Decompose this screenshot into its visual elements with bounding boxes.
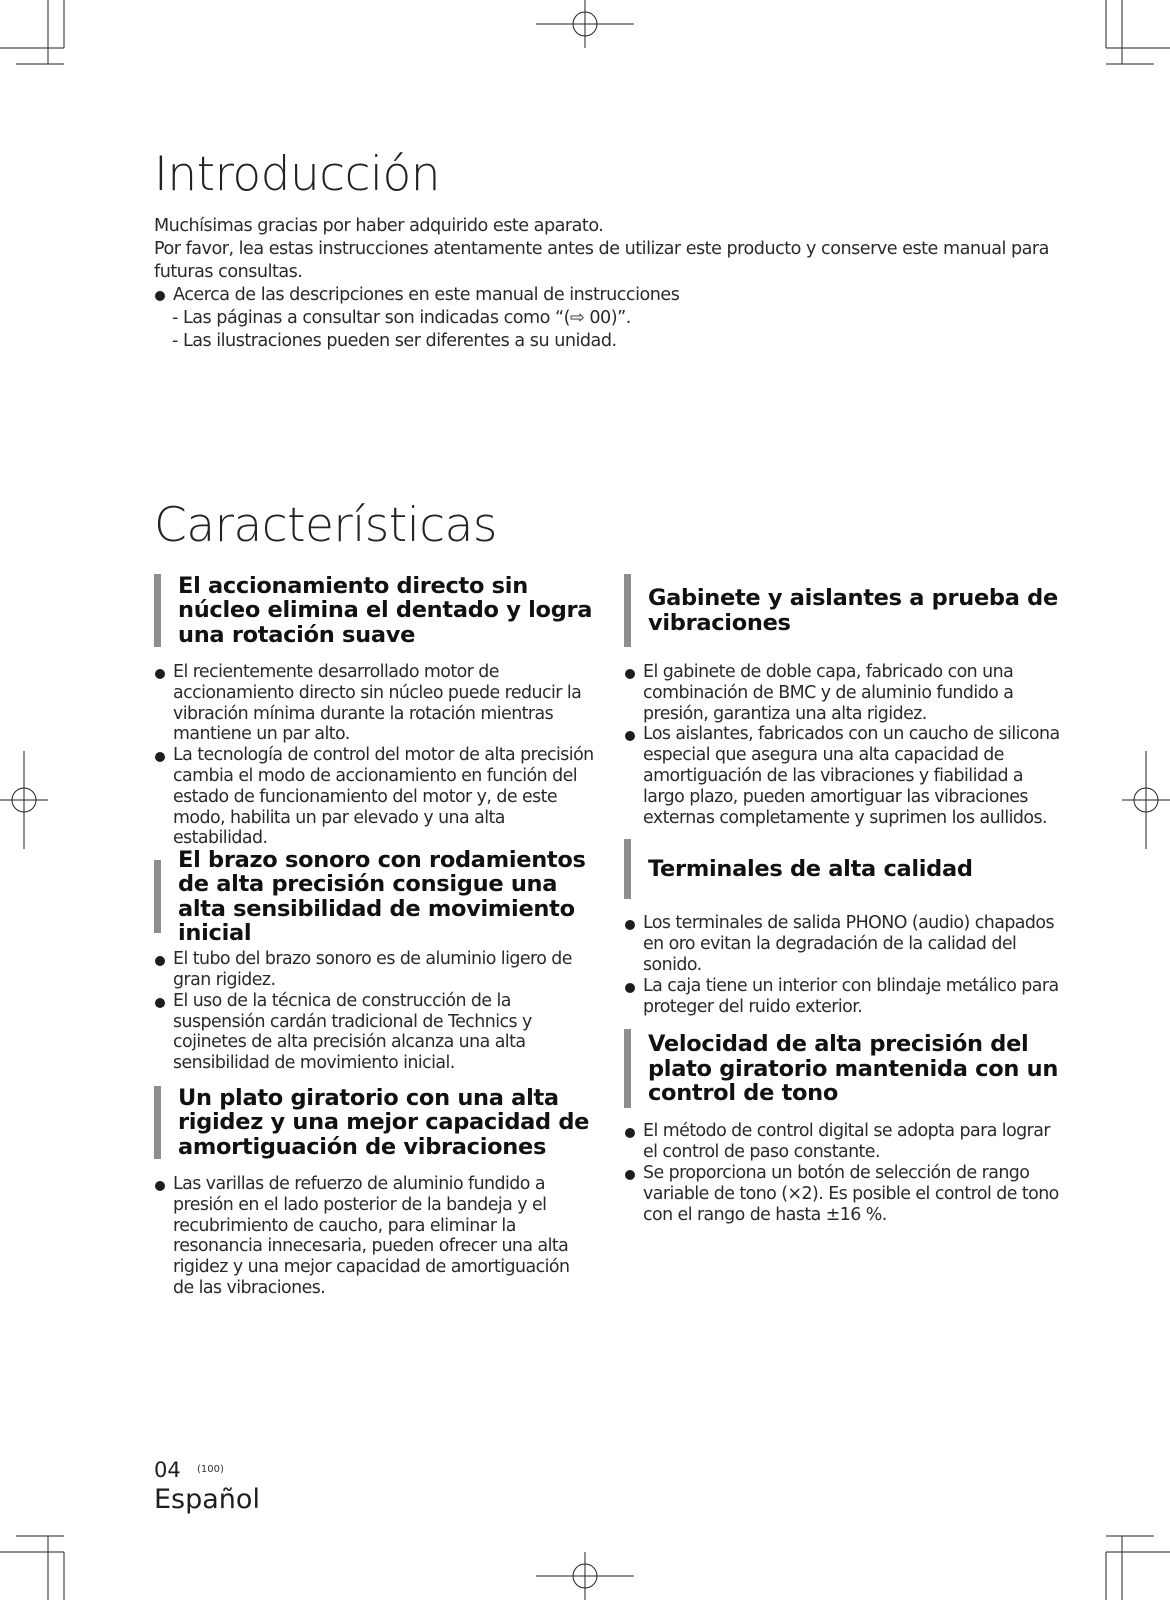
- feature-item-text: La tecnología de control del motor de alta precisión cambia el modo de accionamiento en función del estado de funcionamiento del motor y, de este modo, habilita un par elevado y una alta estabilidad.: [173, 745, 594, 849]
- feature-heading-text: Velocidad de alta precisión del plato giratorio mantenida con un control de tono: [648, 1031, 1059, 1107]
- feature-section: [154, 846, 594, 1074]
- feature-section: [154, 1086, 594, 1299]
- feature-item-text: Los terminales de salida PHONO (audio) chapados en oro evitan la degradación de la calidad del sonido.: [643, 913, 1055, 975]
- feature-item-text: El método de control digital se adopta para lograr el control de paso constante.: [643, 1121, 1050, 1163]
- heading-bar: [154, 574, 161, 647]
- heading-bar: [624, 839, 631, 899]
- bullet-icon: [155, 956, 165, 966]
- features-title: Características: [154, 498, 497, 553]
- feature-item-text: Las varillas de refuerzo de aluminio fundido a presión en el lado posterior de la bandeja y el recubrimiento de caucho, para eliminar la resonancia innecesaria, pueden ofrecer una alta rigidez y una mejor capacidad de amortiguación de las vibraciones.: [173, 1173, 570, 1298]
- bullet-icon: [625, 1170, 635, 1180]
- feature-item-text: El uso de la técnica de construcción de la suspensión cardán tradicional de Technics y cojinetes de alta precisión alcanza una alta sensibilidad de movimiento inicial.: [173, 990, 532, 1074]
- heading-bar: [154, 1086, 161, 1159]
- features-column-right: [624, 574, 1064, 1225]
- feature-heading: [624, 574, 1064, 647]
- feature-item-text: La caja tiene un interior con blindaje metálico para proteger del ruido exterior.: [643, 975, 1059, 1017]
- feature-item: [624, 724, 1064, 828]
- intro-line: Por favor, lea estas instrucciones atentamente antes de utilizar este producto y conserve este manual para futuras consultas.: [154, 239, 1049, 282]
- feature-item-text: El gabinete de doble capa, fabricado con una combinación de BMC y de aluminio fundido a presión, garantiza una alta rigidez.: [643, 662, 1014, 724]
- feature-heading: [154, 846, 594, 947]
- feature-list: [154, 949, 594, 1074]
- feature-heading: [154, 574, 594, 647]
- feature-heading-text: Gabinete y aislantes a prueba de vibraciones: [648, 585, 1058, 636]
- feature-item: [154, 1174, 594, 1299]
- feature-section: [154, 574, 594, 849]
- registration-mark-bottom: [536, 1552, 634, 1600]
- intro-title: Introducción: [154, 147, 441, 202]
- feature-section: [624, 839, 1064, 1017]
- feature-item-text: El recientemente desarrollado motor de accionamiento directo sin núcleo puede reducir la vibración mínima durante la rotación mientras mantiene un par alto.: [173, 662, 582, 745]
- intro-sub-item: - Las ilustraciones pueden ser diferentes a su unidad.: [172, 331, 617, 351]
- feature-item: [154, 745, 594, 849]
- feature-heading-text: El brazo sonoro con rodamientos de alta precisión consigue una alta sensibilidad de movimiento inicial: [178, 846, 586, 947]
- registration-mark-top: [536, 0, 634, 48]
- feature-section: [624, 574, 1064, 828]
- feature-list: [154, 1174, 594, 1299]
- bullet-icon: [155, 1181, 165, 1191]
- bullet-icon: [155, 291, 165, 301]
- registration-mark-right: [1122, 751, 1170, 849]
- feature-item: [154, 991, 594, 1074]
- registration-mark-left: [0, 751, 48, 849]
- feature-list: [624, 1121, 1064, 1225]
- feature-item: [624, 1163, 1064, 1225]
- bullet-icon: [625, 731, 635, 741]
- bullet-icon: [625, 1128, 635, 1138]
- intro-bullet: [154, 284, 1054, 307]
- feature-heading: [154, 1086, 594, 1159]
- feature-heading-text: Terminales de alta calidad: [648, 856, 973, 883]
- feature-list: [154, 662, 594, 849]
- language-label: Español: [154, 1484, 260, 1515]
- feature-item: [624, 913, 1064, 975]
- feature-heading: [624, 1029, 1064, 1108]
- heading-bar: [154, 860, 161, 933]
- feature-heading-text: El accionamiento directo sin núcleo elimina el dentado y logra una rotación suave: [178, 572, 593, 648]
- bullet-icon: [155, 669, 165, 679]
- bullet-icon: [625, 920, 635, 930]
- intro-sub-item: - Las páginas a consultar son indicadas como “(⇨ 00)”.: [172, 308, 631, 328]
- heading-bar: [624, 574, 631, 647]
- feature-item: [624, 1121, 1064, 1163]
- page-code: (100): [197, 1464, 224, 1475]
- intro-bullet-text: Acerca de las descripciones en este manual de instrucciones: [173, 285, 680, 305]
- intro-line: Muchísimas gracias por haber adquirido este aparato.: [154, 216, 604, 236]
- feature-item-text: El tubo del brazo sonoro es de aluminio ligero de gran rigidez.: [173, 949, 572, 990]
- heading-bar: [624, 1029, 631, 1108]
- bullet-icon: [625, 983, 635, 993]
- bullet-icon: [625, 669, 635, 679]
- feature-heading: [624, 839, 1064, 899]
- feature-item: [624, 976, 1064, 1018]
- feature-heading-text: Un plato giratorio con una alta rigidez y una mejor capacidad de amortiguación de vibraciones: [178, 1084, 590, 1160]
- bullet-icon: [155, 752, 165, 762]
- feature-item: [154, 662, 594, 745]
- bullet-icon: [155, 998, 165, 1008]
- feature-item: [154, 949, 594, 991]
- intro-text: [154, 215, 1054, 353]
- feature-section: [624, 1029, 1064, 1225]
- page-number: 04: [154, 1458, 181, 1482]
- features-column-left: [154, 574, 594, 1299]
- feature-list: [624, 662, 1064, 828]
- feature-item-text: Se proporciona un botón de selección de rango variable de tono (×2). Es posible el control de tono con el rango de hasta ±16 %.: [643, 1162, 1059, 1225]
- feature-item: [624, 662, 1064, 724]
- feature-list: [624, 913, 1064, 1017]
- feature-item-text: Los aislantes, fabricados con un caucho de silicona especial que asegura una alta capacidad de amortiguación de las vibraciones y fiabilidad a largo plazo, pueden amortiguar las vibraciones externas completamente y suprimen los aullidos.: [643, 724, 1060, 828]
